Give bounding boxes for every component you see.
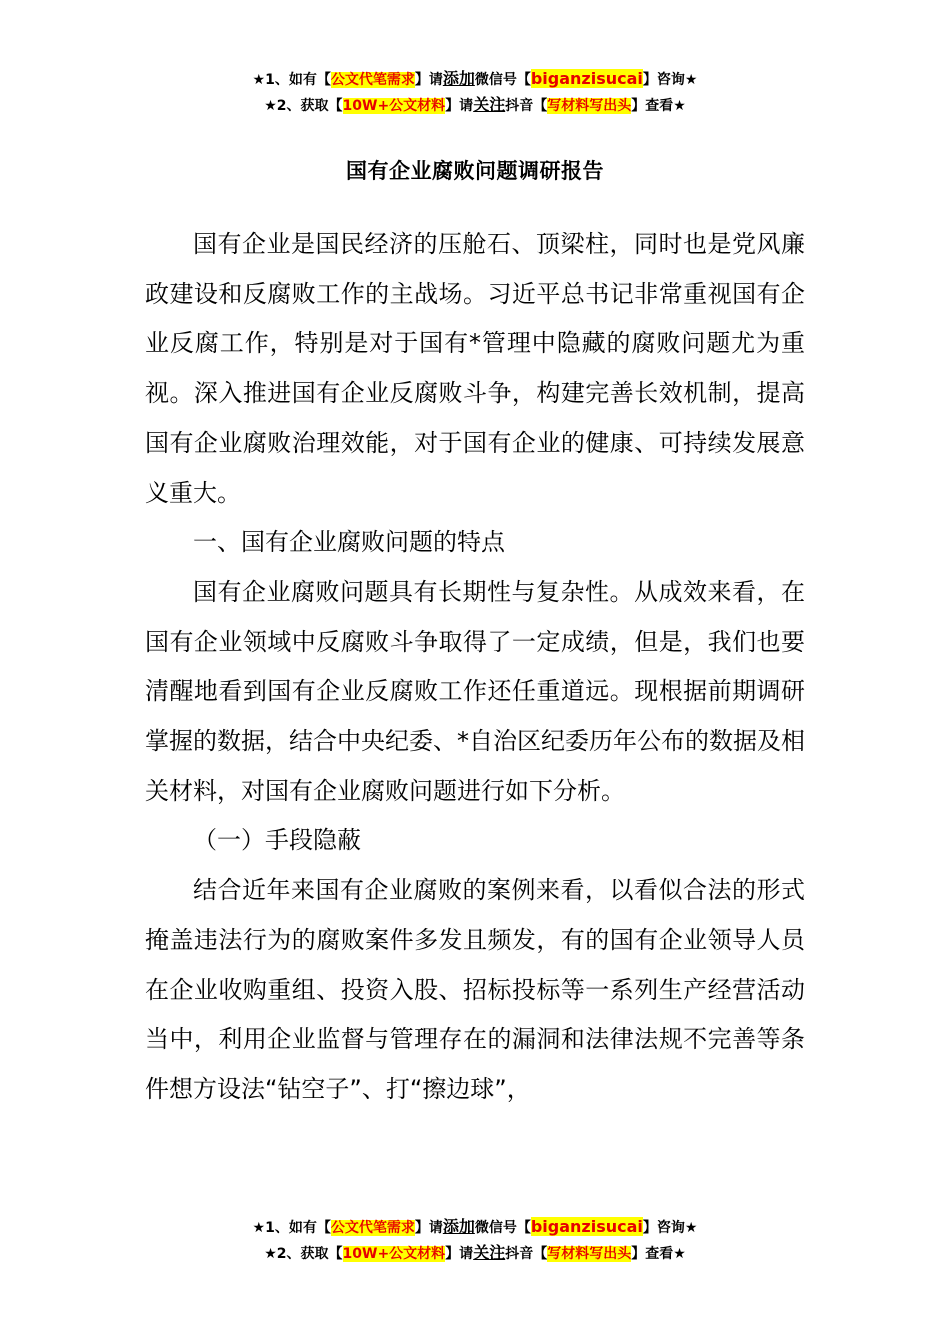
section-heading-1: 一、国有企业腐败问题的特点 bbox=[193, 528, 505, 557]
promo-text: 】请 bbox=[414, 72, 443, 88]
promo-text: 】请 bbox=[445, 1246, 474, 1262]
promo-text: 抖音【 bbox=[505, 98, 548, 114]
promo-highlight: 公文代笔需求 bbox=[330, 1220, 415, 1236]
promo-highlight: 10W+公文材料 bbox=[342, 98, 446, 114]
promo-highlight: 公文代笔需求 bbox=[330, 72, 415, 88]
promo-highlight-douyin: 写材料写出头 bbox=[547, 98, 632, 114]
promo-highlight: 10W+公文材料 bbox=[342, 1246, 446, 1262]
promo-text: ★1、如有【 bbox=[252, 72, 331, 88]
promo-text: 抖音【 bbox=[505, 1246, 548, 1262]
promo-text: 】查看★ bbox=[631, 98, 686, 114]
subsection-heading-1: （一）手段隐蔽 bbox=[193, 826, 361, 855]
promo-emphasis: 关注 bbox=[473, 1243, 506, 1262]
promo-text: 微信号【 bbox=[474, 72, 531, 88]
promo-text: 】咨询★ bbox=[642, 72, 698, 88]
promo-highlight-douyin: 写材料写出头 bbox=[547, 1246, 632, 1262]
promo-text: 】查看★ bbox=[631, 1246, 686, 1262]
promo-emphasis: 关注 bbox=[473, 95, 506, 114]
promo-text: 】请 bbox=[445, 98, 474, 114]
paragraph-hidden-means: 结合近年来国有企业腐败的案例来看，以看似合法的形式掩盖违法行为的腐败案件多发且频发，有的国有企业领导人员在企业收购重组、投资入股、招标投标等一系列生产经营活动当中，利用企业监督与管理存在的漏洞和法律法规不完善等条件想方设法“钻空子”、打“擦边球”， bbox=[145, 876, 805, 1103]
document-body bbox=[145, 220, 805, 1115]
promo-line-2 bbox=[0, 92, 950, 118]
promo-text: 】请 bbox=[414, 1220, 443, 1236]
promo-text: 】咨询★ bbox=[642, 1220, 698, 1236]
top-promo-banner bbox=[0, 66, 950, 118]
promo-line-1 bbox=[0, 66, 950, 92]
promo-line-2 bbox=[0, 1240, 950, 1266]
promo-text: ★1、如有【 bbox=[252, 1220, 331, 1236]
promo-emphasis: 添加 bbox=[442, 69, 475, 88]
paragraph-characteristics: 国有企业腐败问题具有长期性与复杂性。从成效来看，在国有企业领域中反腐败斗争取得了一定成绩，但是，我们也要清醒地看到国有企业反腐败工作还任重道远。现根据前期调研掌握的数据，结合中央纪委、*自治区纪委历年公布的数据及相关材料，对国有企业腐败问题进行如下分析。 bbox=[145, 577, 805, 805]
promo-text: 微信号【 bbox=[474, 1220, 531, 1236]
promo-emphasis: 添加 bbox=[442, 1217, 475, 1236]
bottom-promo-banner bbox=[0, 1214, 950, 1266]
document-title: 国有企业腐败问题调研报告 bbox=[346, 159, 604, 183]
promo-line-1 bbox=[0, 1214, 950, 1240]
promo-highlight-wechat-id: biganzisucai bbox=[530, 69, 643, 88]
promo-text: ★2、获取【 bbox=[264, 98, 343, 114]
promo-highlight-wechat-id: biganzisucai bbox=[530, 1217, 643, 1236]
promo-text: ★2、获取【 bbox=[264, 1246, 343, 1262]
paragraph-intro: 国有企业是国民经济的压舱石、顶梁柱，同时也是党风廉政建设和反腐败工作的主战场。习近平总书记非常重视国有企业反腐工作，特别是对于国有*管理中隐藏的腐败问题尤为重视。深入推进国有企业反腐败斗争，构建完善长效机制，提高国有企业腐败治理效能，对于国有企业的健康、可持续发展意义重大。 bbox=[145, 230, 805, 507]
